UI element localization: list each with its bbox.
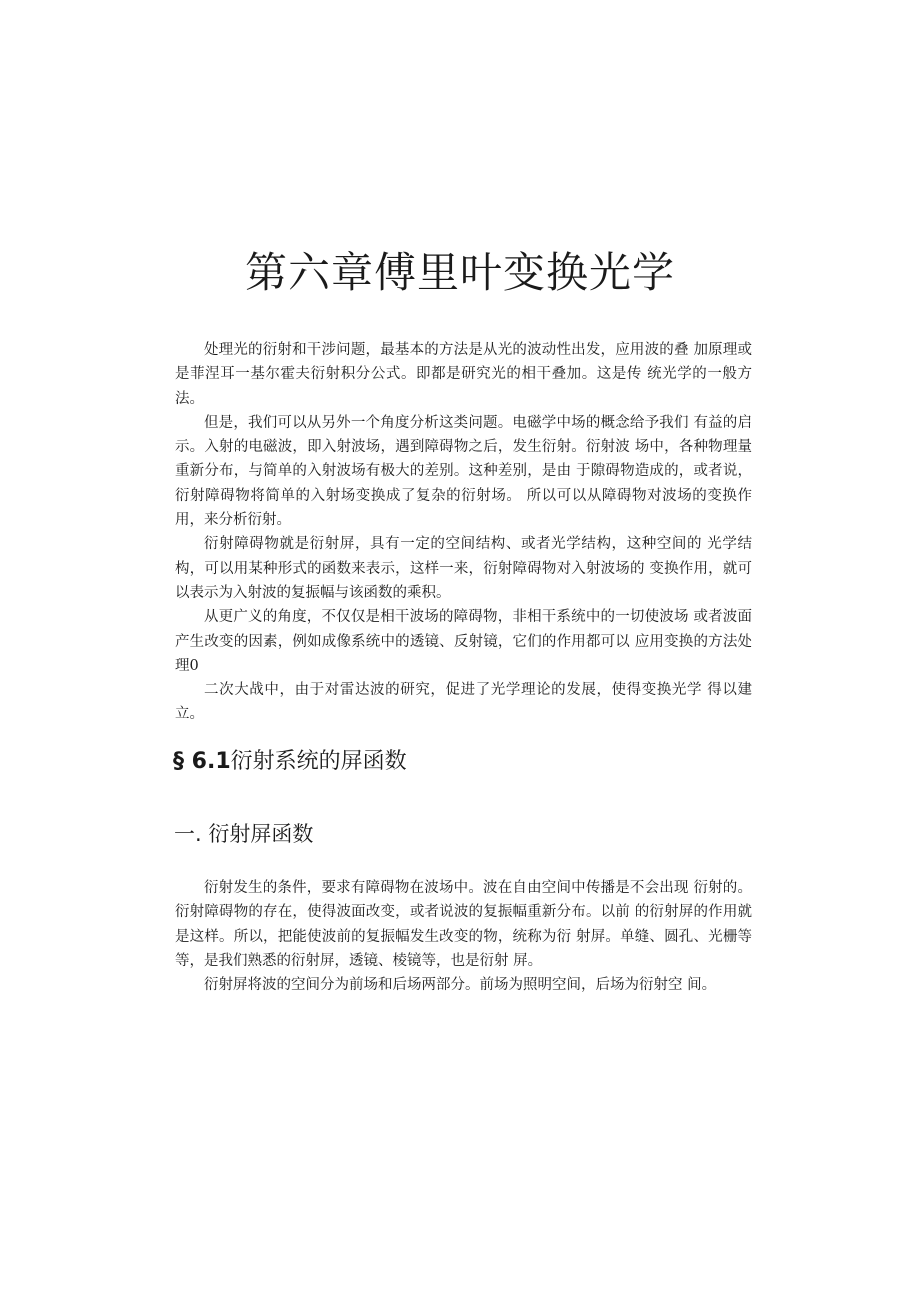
- paragraph: 二次大战中，由于对雷达波的研究，促进了光学理论的发展，使得变换光学 得以建立。: [175, 682, 752, 723]
- subsection-heading: 一. 衍射屏函数: [174, 822, 314, 846]
- intro-text: [175, 338, 752, 727]
- paragraph: 衍射发生的条件，要求有障碍物在波场中。波在自由空间中传播是不会出现 衍射的。衍射障碍物的存在，使得波面改变，或者说波的复振幅重新分布。以前 的衍射屏的作用就是这样。所以，把能使波前的复振幅发生改变的物，统称为衍 射屏。单缝、圆孔、光栅等等，是我们熟悉的衍射屏，透镜、棱镜等，也是衍射 屏。: [175, 880, 752, 969]
- chapter-title: 第六章傅里叶变换光学: [244, 248, 675, 297]
- paragraph: 从更广义的角度，不仅仅是相干波场的障碍物，非相干系统中的一切使波场 或者波面产生改变的因素，例如成像系统中的透镜、反射镜，它们的作用都可以 应用变换的方法处理0: [175, 609, 752, 674]
- paragraph: 处理光的衍射和干涉问题，最基本的方法是从光的波动性出发，应用波的叠 加原理或是菲涅耳一基尔霍夫衍射积分公式。即都是研究光的相干叠加。这是传 统光学的一般方法。: [175, 342, 752, 407]
- section-number: § 6.1: [173, 749, 231, 774]
- section-body-text: [175, 876, 752, 997]
- paragraph: 衍射屏将波的空间分为前场和后场两部分。前场为照明空间，后场为衍射空 间。: [204, 977, 717, 994]
- paragraph: 但是，我们可以从另外一个角度分析这类问题。电磁学中场的概念给予我们 有益的启示。入射的电磁波，即入射波场，遇到障碍物之后，发生衍射。衍射波 场中，各种物理量重新分布，与简单的入射波场有极大的差别。这种差别，是由 于隙碍物造成的，或者说，衍射障碍物将简单的入射场变换成了复杂的衍射场。 所以可以从障碍物对波场的变换作用，来分析衍射。: [175, 414, 752, 529]
- section-heading: [173, 745, 407, 779]
- paragraph: 衍射障碍物就是衍射屏，具有一定的空间结构、或者光学结构，这种空间的 光学结构，可以用某种形式的函数来表示，这样一来，衍射障碍物对入射波场的 变换作用，就可以表示为入射波的复振幅与该函数的乘积。: [175, 536, 752, 601]
- section-title: 衍射系统的屏函数: [230, 749, 407, 774]
